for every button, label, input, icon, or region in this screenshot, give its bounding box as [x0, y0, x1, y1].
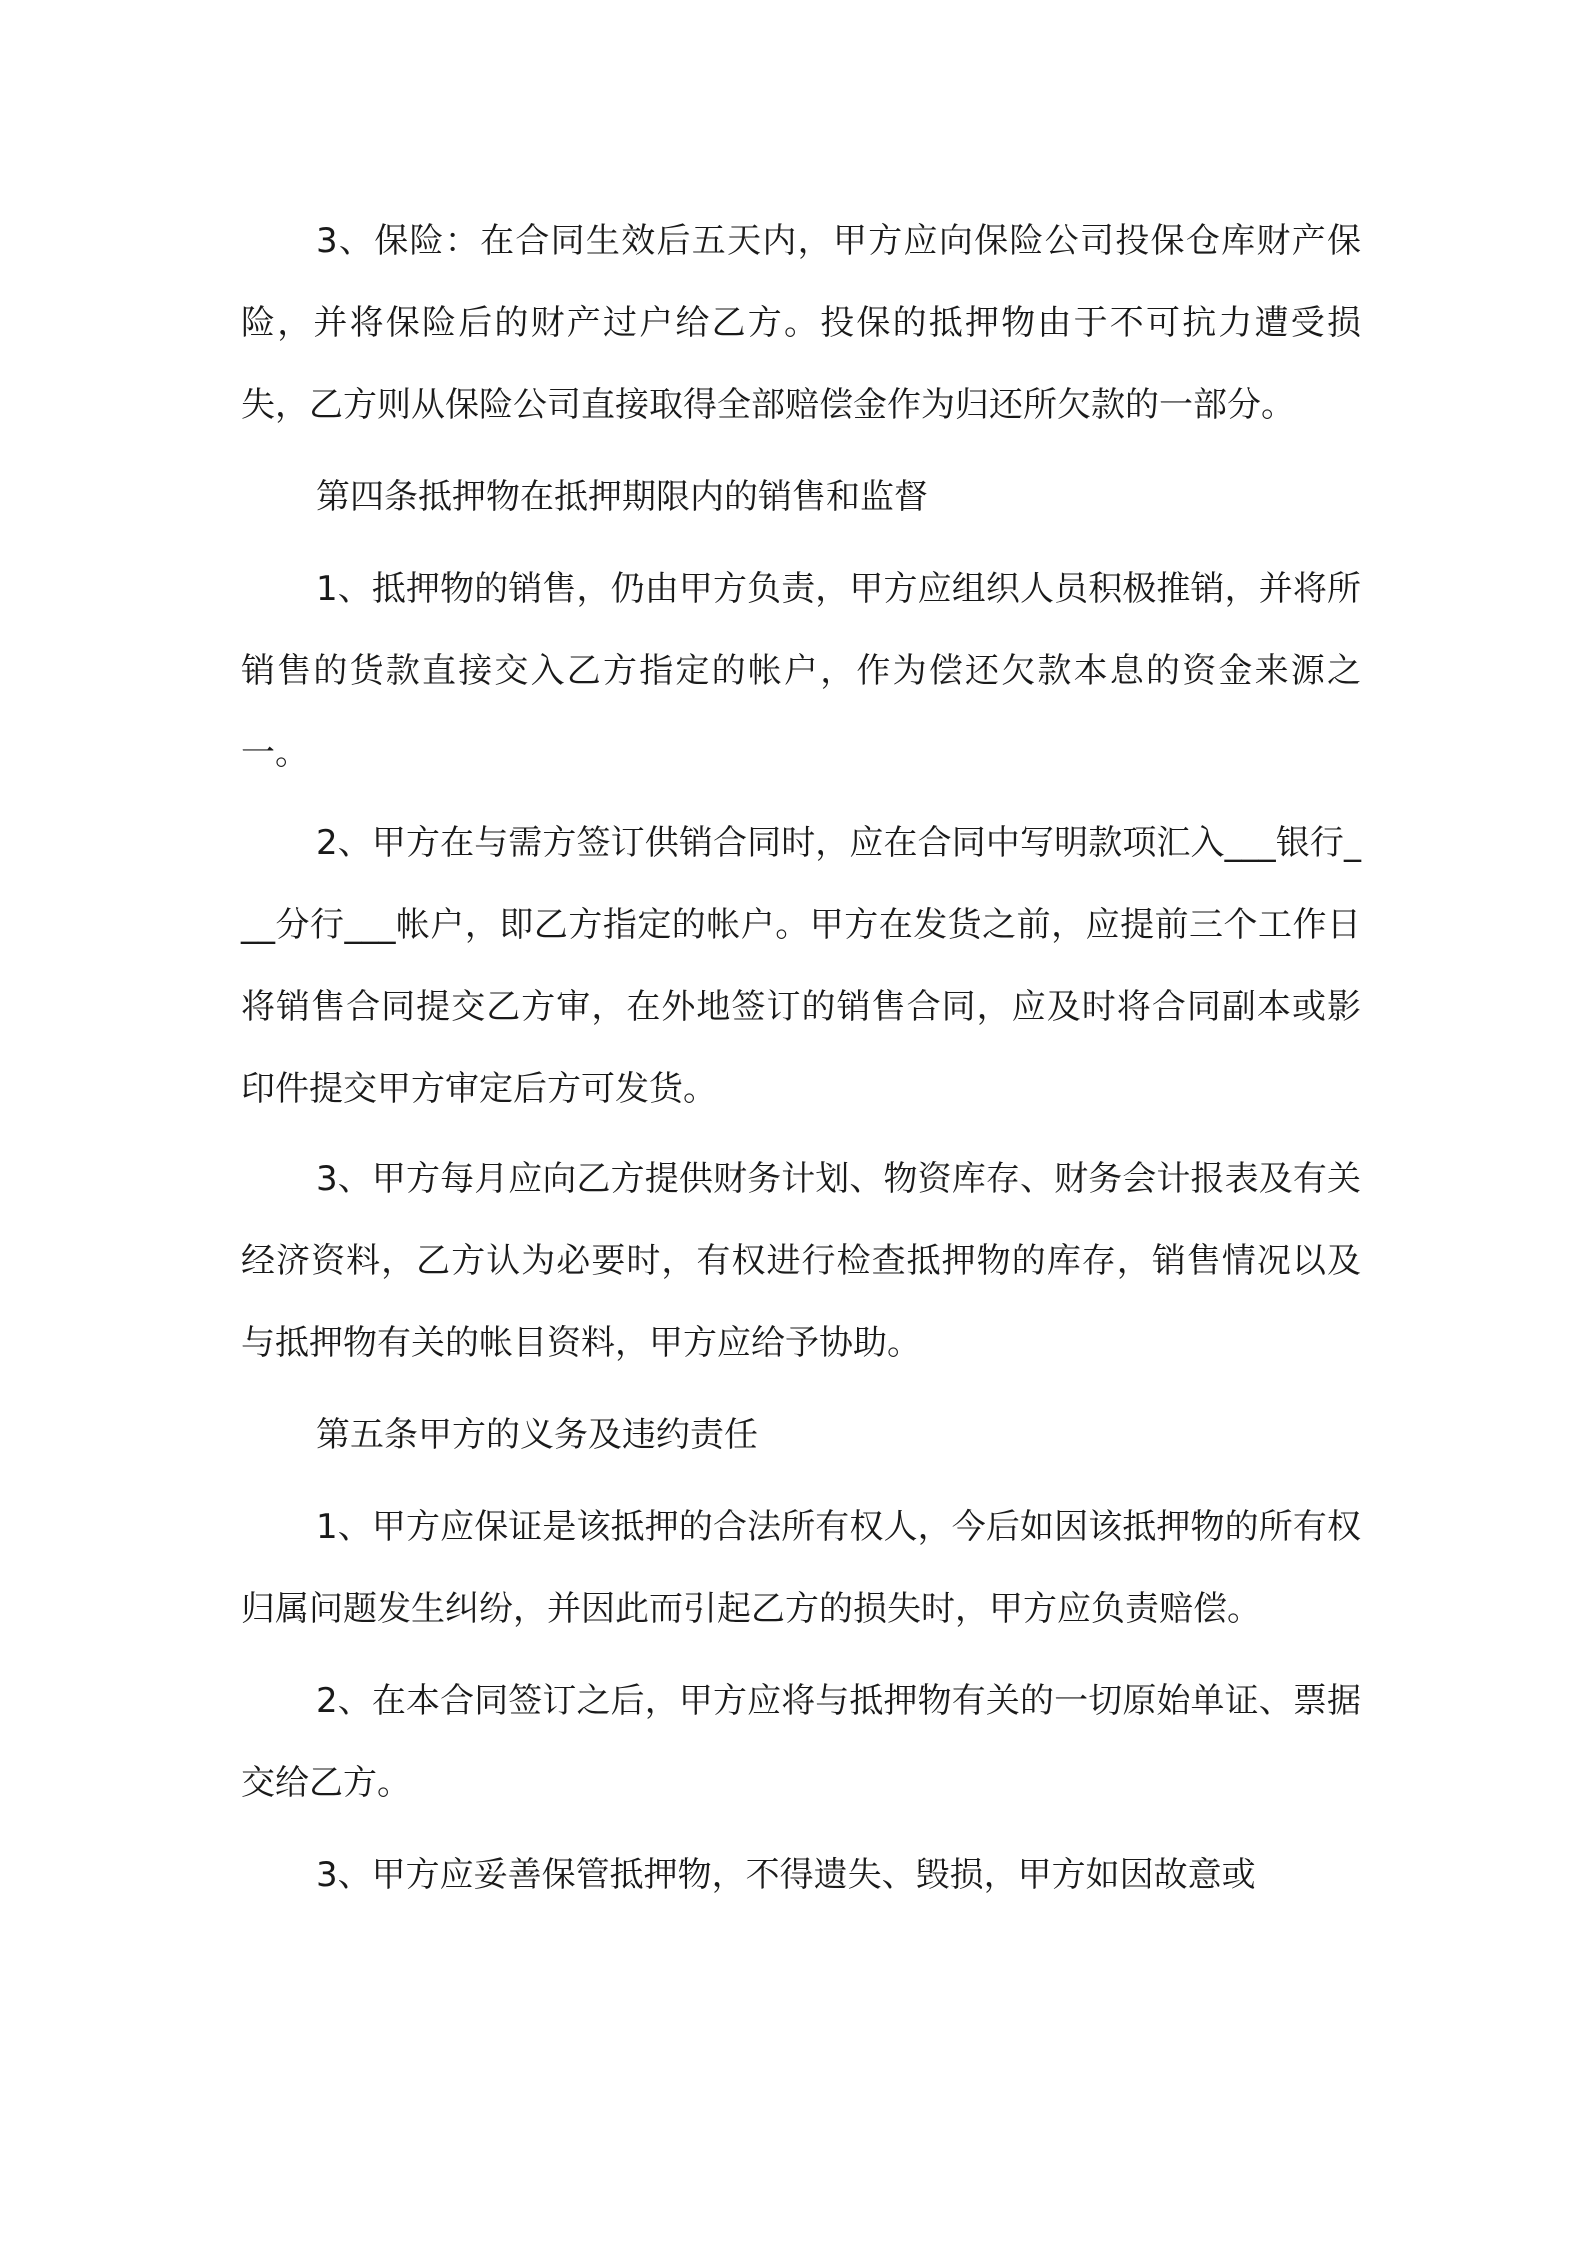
article-four-clause-1: 1、抵押物的销售，仍由甲方负责，甲方应组织人员积极推销，并将所销售的货款直接交入乙方指定的帐户，作为偿还欠款本息的资金来源之一。	[241, 569, 1361, 773]
article-four-clause-3: 3、甲方每月应向乙方提供财务计划、物资库存、财务会计报表及有关经济资料，乙方认为必要时，有权进行检查抵押物的库存，销售情况以及与抵押物有关的帐目资料，甲方应给予协助。	[241, 1159, 1361, 1363]
article-five-clause-1: 1、甲方应保证是该抵押的合法所有权人，今后如因该抵押物的所有权归属问题发生纠纷，并因此而引起乙方的损失时，甲方应负责赔偿。	[241, 1507, 1361, 1629]
clause-insurance-paragraph: 3、保险：在合同生效后五天内，甲方应向保险公司投保仓库财产保险，并将保险后的财产过户给乙方。投保的抵押物由于不可抗力遭受损失，乙方则从保险公司直接取得全部赔偿金作为归还所欠款的一部分。	[241, 221, 1361, 425]
article-four-clause-2: 2、甲方在与需方签订供销合同时，应在合同中写明款项汇入___银行___分行___帐户，即乙方指定的帐户。甲方在发货之前，应提前三个工作日将销售合同提交乙方审，在外地签订的销售合同，应及时将合同副本或影印件提交甲方审定后方可发货。	[241, 823, 1361, 1109]
article-five-clause-3: 3、甲方应妥善保管抵押物，不得遗失、毁损，甲方如因故意或	[316, 1855, 1256, 1895]
article-four-heading: 第四条抵押物在抵押期限内的销售和监督	[316, 477, 928, 517]
article-five-heading: 第五条甲方的义务及违约责任	[316, 1415, 758, 1455]
document-body	[241, 200, 1361, 1930]
article-five-clause-2: 2、在本合同签订之后，甲方应将与抵押物有关的一切原始单证、票据交给乙方。	[241, 1681, 1361, 1803]
